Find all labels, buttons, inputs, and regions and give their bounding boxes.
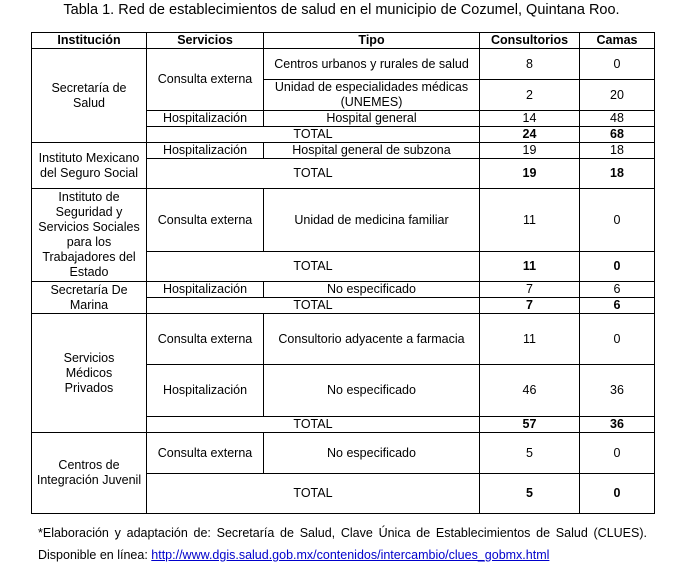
consultorios-cell: 11: [480, 189, 580, 252]
header-institucion: Institución: [32, 33, 147, 49]
type-cell: Unidad de especialidades médicas (UNEMES): [264, 80, 480, 111]
consultorios-cell: 2: [480, 80, 580, 111]
camas-cell: 20: [580, 80, 655, 111]
institution-cell: Secretaría De Marina: [32, 282, 147, 314]
total-consultorios: 5: [480, 474, 580, 514]
service-cell: Consulta externa: [147, 314, 264, 365]
total-consultorios: 19: [480, 159, 580, 189]
service-cell: Consulta externa: [147, 433, 264, 474]
type-cell: Centros urbanos y rurales de salud: [264, 49, 480, 80]
consultorios-cell: 11: [480, 314, 580, 365]
total-camas: 68: [580, 127, 655, 143]
institution-cell: Instituto Mexicano del Seguro Social: [32, 143, 147, 189]
total-consultorios: 11: [480, 252, 580, 282]
consultorios-cell: 14: [480, 111, 580, 127]
type-cell: Hospital general de subzona: [264, 143, 480, 159]
total-camas: 36: [580, 417, 655, 433]
table-row: [32, 314, 655, 365]
camas-cell: 0: [580, 189, 655, 252]
total-label: TOTAL: [147, 474, 480, 514]
total-consultorios: 24: [480, 127, 580, 143]
type-cell: Unidad de medicina familiar: [264, 189, 480, 252]
consultorios-cell: 19: [480, 143, 580, 159]
service-cell: Hospitalización: [147, 365, 264, 417]
type-cell: No especificado: [264, 433, 480, 474]
header-row: [32, 33, 655, 49]
camas-cell: 0: [580, 314, 655, 365]
service-cell: Hospitalización: [147, 111, 264, 127]
total-camas: 0: [580, 252, 655, 282]
institution-cell: Instituto de Seguridad y Servicios Sociales para los Trabajadores del Estado: [32, 189, 147, 282]
total-label: TOTAL: [147, 417, 480, 433]
table-row: [32, 282, 655, 298]
consultorios-cell: 8: [480, 49, 580, 80]
header-consultorios: Consultorios: [480, 33, 580, 49]
camas-cell: 0: [580, 49, 655, 80]
institution-cell: Secretaría de Salud: [32, 49, 147, 143]
header-servicios: Servicios: [147, 33, 264, 49]
table-row: [32, 49, 655, 80]
consultorios-cell: 46: [480, 365, 580, 417]
total-consultorios: 57: [480, 417, 580, 433]
total-label: TOTAL: [147, 127, 480, 143]
type-cell: Hospital general: [264, 111, 480, 127]
type-cell: No especificado: [264, 365, 480, 417]
source-note: [38, 522, 647, 566]
source-link[interactable]: http://www.dgis.salud.gob.mx/contenidos/intercambio/clues_gobmx.html: [151, 548, 550, 562]
total-consultorios: 7: [480, 298, 580, 314]
type-cell: No especificado: [264, 282, 480, 298]
total-label: TOTAL: [147, 159, 480, 189]
total-label: TOTAL: [147, 252, 480, 282]
total-camas: 0: [580, 474, 655, 514]
type-cell: Consultorio adyacente a farmacia: [264, 314, 480, 365]
table-caption: Tabla 1. Red de establecimientos de salud en el municipio de Cozumel, Quintana Roo.: [63, 2, 620, 18]
camas-cell: 6: [580, 282, 655, 298]
header-tipo: Tipo: [264, 33, 480, 49]
camas-cell: 0: [580, 433, 655, 474]
institution-cell: Centros de Integración Juvenil: [32, 433, 147, 514]
health-facilities-table: [31, 32, 655, 514]
service-cell: Hospitalización: [147, 143, 264, 159]
consultorios-cell: 7: [480, 282, 580, 298]
total-camas: 18: [580, 159, 655, 189]
source-note-text: *Elaboración y adaptación de: Secretaría de Salud, Clave Única de Establecimientos de Salud (CLUES). Disponible en línea:: [38, 526, 647, 562]
table-row: [32, 189, 655, 252]
service-cell: Consulta externa: [147, 189, 264, 252]
consultorios-cell: 5: [480, 433, 580, 474]
table-row: [32, 143, 655, 159]
service-cell: Hospitalización: [147, 282, 264, 298]
total-label: TOTAL: [147, 298, 480, 314]
camas-cell: 36: [580, 365, 655, 417]
table-row: [32, 433, 655, 474]
header-camas: Camas: [580, 33, 655, 49]
total-camas: 6: [580, 298, 655, 314]
service-cell: Consulta externa: [147, 49, 264, 111]
institution-cell: Servicios Médicos Privados: [32, 314, 147, 433]
camas-cell: 48: [580, 111, 655, 127]
camas-cell: 18: [580, 143, 655, 159]
